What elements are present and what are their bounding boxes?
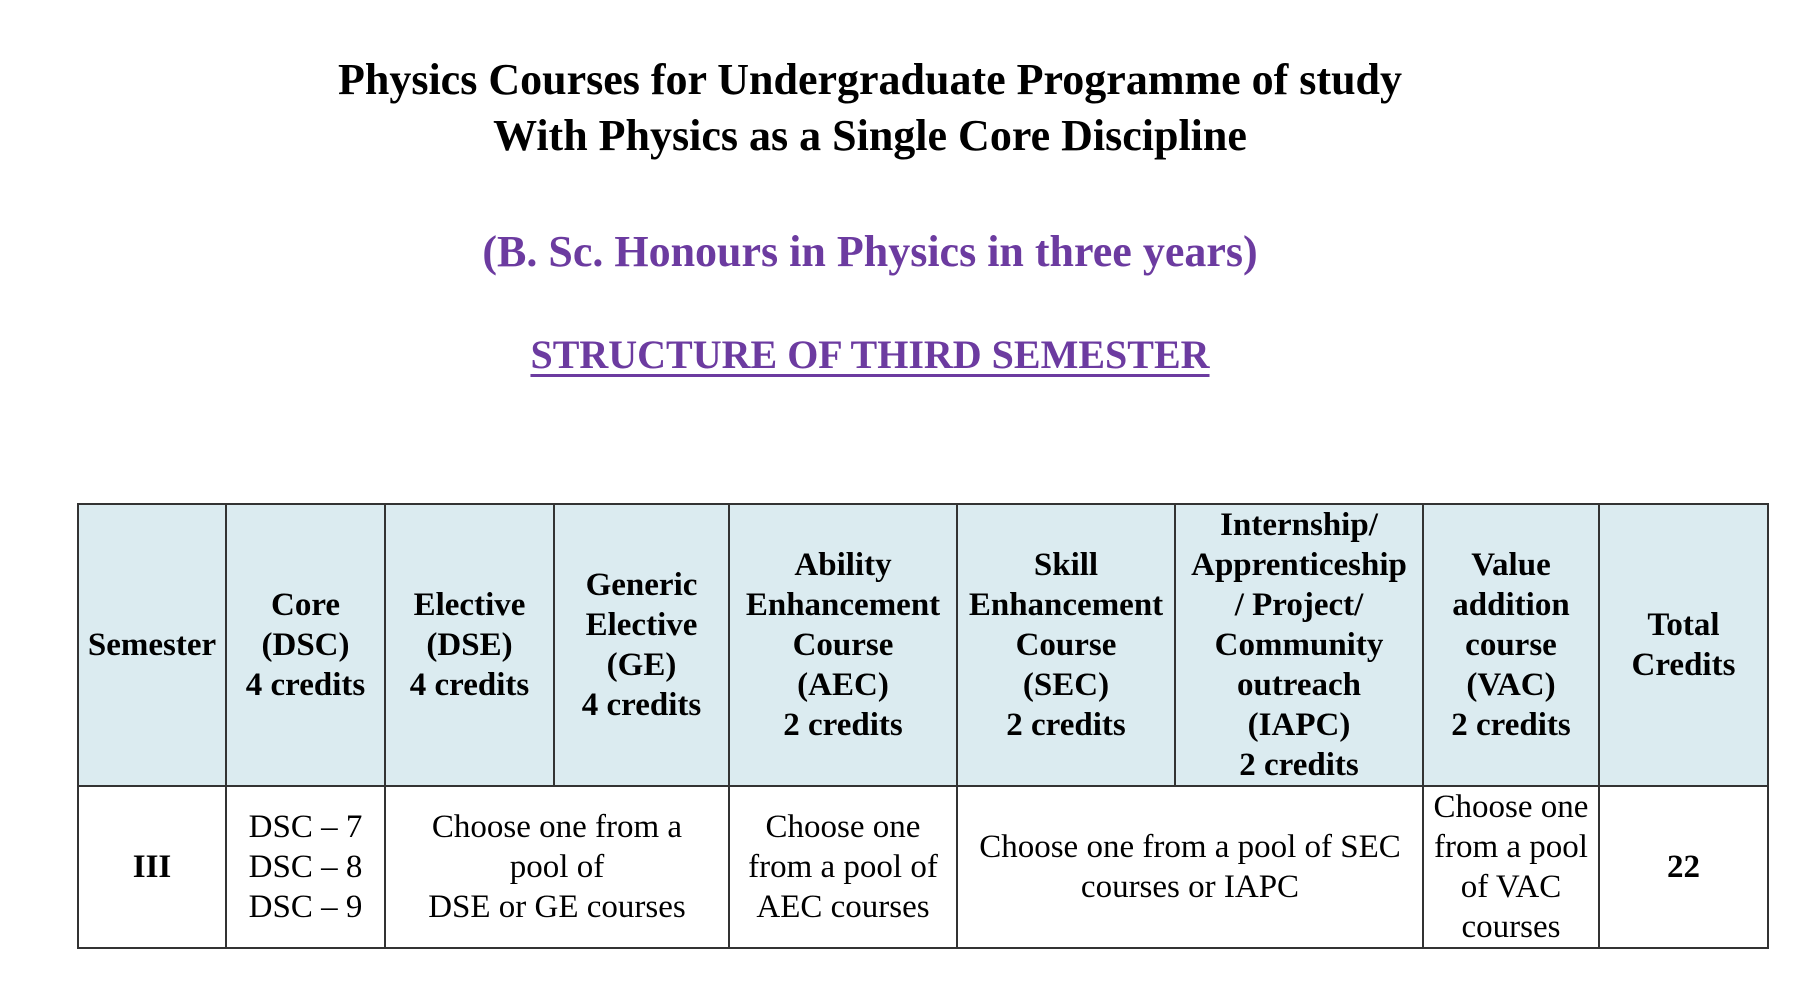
header-line: (GE) xyxy=(606,647,677,683)
header-line: Ability xyxy=(794,547,892,583)
header-line: 4 credits xyxy=(409,667,530,703)
header-elective-dse xyxy=(385,504,554,786)
cell-line: DSC – 7 xyxy=(248,809,363,845)
cell-line: Choose one from a pool of SEC xyxy=(979,829,1401,865)
header-ability-enhancement-aec xyxy=(729,504,957,786)
header-line: addition xyxy=(1452,587,1570,623)
cell-line: Choose one xyxy=(765,809,921,845)
header-line: course xyxy=(1465,627,1557,663)
header-semester xyxy=(78,504,226,786)
cell-semester: III xyxy=(78,786,226,948)
header-line: Elective xyxy=(413,587,526,623)
header-line: 2 credits xyxy=(1239,747,1359,783)
cell-aec xyxy=(729,786,957,948)
header-line: Total xyxy=(1647,607,1720,643)
header-internship-iapc xyxy=(1175,504,1423,786)
cell-line: courses xyxy=(1461,909,1561,945)
header-line: (DSE) xyxy=(426,627,513,663)
header-line: Community xyxy=(1214,627,1384,663)
header-line: (SEC) xyxy=(1022,667,1110,703)
header-line: 2 credits xyxy=(1006,707,1126,743)
cell-line: Choose one xyxy=(1433,789,1589,825)
header-line: 4 credits xyxy=(245,667,366,703)
cell-line: from a pool xyxy=(1434,829,1588,865)
header-line: Semester xyxy=(87,627,217,663)
header-line: (DSC) xyxy=(261,627,350,663)
document-subtitle: (B. Sc. Honours in Physics in three years) xyxy=(482,227,1258,276)
header-line: 4 credits xyxy=(581,687,702,723)
semester-structure-table xyxy=(77,503,1769,949)
header-line: Core xyxy=(270,587,341,623)
table-header-row xyxy=(78,504,1768,786)
header-line: Apprenticeship xyxy=(1191,547,1407,583)
document-title xyxy=(0,52,1740,164)
cell-line: from a pool of xyxy=(748,849,938,885)
header-line: Enhancement xyxy=(968,587,1164,623)
header-line: (AEC) xyxy=(797,667,889,703)
header-line: Course xyxy=(792,627,894,663)
cell-vac xyxy=(1423,786,1599,948)
header-line: (IAPC) xyxy=(1247,707,1351,743)
header-value-addition-vac xyxy=(1423,504,1599,786)
cell-line: Choose one from a xyxy=(431,809,683,845)
cell-line: DSC – 9 xyxy=(248,889,363,925)
cell-line: DSC – 8 xyxy=(248,849,363,885)
cell-line: of VAC xyxy=(1460,869,1562,905)
header-line: Credits xyxy=(1631,647,1736,683)
header-line: Skill xyxy=(1033,547,1099,583)
cell-sec-or-iapc xyxy=(957,786,1423,948)
header-line: Elective xyxy=(585,607,698,643)
cell-dse-or-ge xyxy=(385,786,729,948)
header-skill-enhancement-sec xyxy=(957,504,1175,786)
header-line: (VAC) xyxy=(1466,667,1556,703)
header-core-dsc xyxy=(226,504,385,786)
header-line: Enhancement xyxy=(745,587,941,623)
cell-line: AEC courses xyxy=(756,889,930,925)
header-line: / Project/ xyxy=(1234,587,1364,623)
document-title-line-1: Physics Courses for Undergraduate Programme of study xyxy=(337,55,1403,104)
section-heading: STRUCTURE OF THIRD SEMESTER xyxy=(530,332,1210,377)
cell-dsc-courses xyxy=(226,786,385,948)
header-line: 2 credits xyxy=(783,707,903,743)
header-line: Value xyxy=(1471,547,1551,583)
cell-total-credits: 22 xyxy=(1599,786,1768,948)
table-row-semester-iii xyxy=(78,786,1768,948)
header-line: Course xyxy=(1015,627,1117,663)
cell-line: DSE or GE courses xyxy=(428,889,686,925)
header-line: Generic xyxy=(585,567,698,603)
header-generic-elective-ge xyxy=(554,504,729,786)
cell-line: courses or IAPC xyxy=(1080,869,1300,905)
document-title-line-2: With Physics as a Single Core Discipline xyxy=(493,111,1247,160)
header-total-credits xyxy=(1599,504,1768,786)
header-line: Internship/ xyxy=(1220,507,1378,543)
header-line: 2 credits xyxy=(1451,707,1571,743)
cell-line: pool of xyxy=(509,849,605,885)
header-line: outreach xyxy=(1236,667,1362,703)
